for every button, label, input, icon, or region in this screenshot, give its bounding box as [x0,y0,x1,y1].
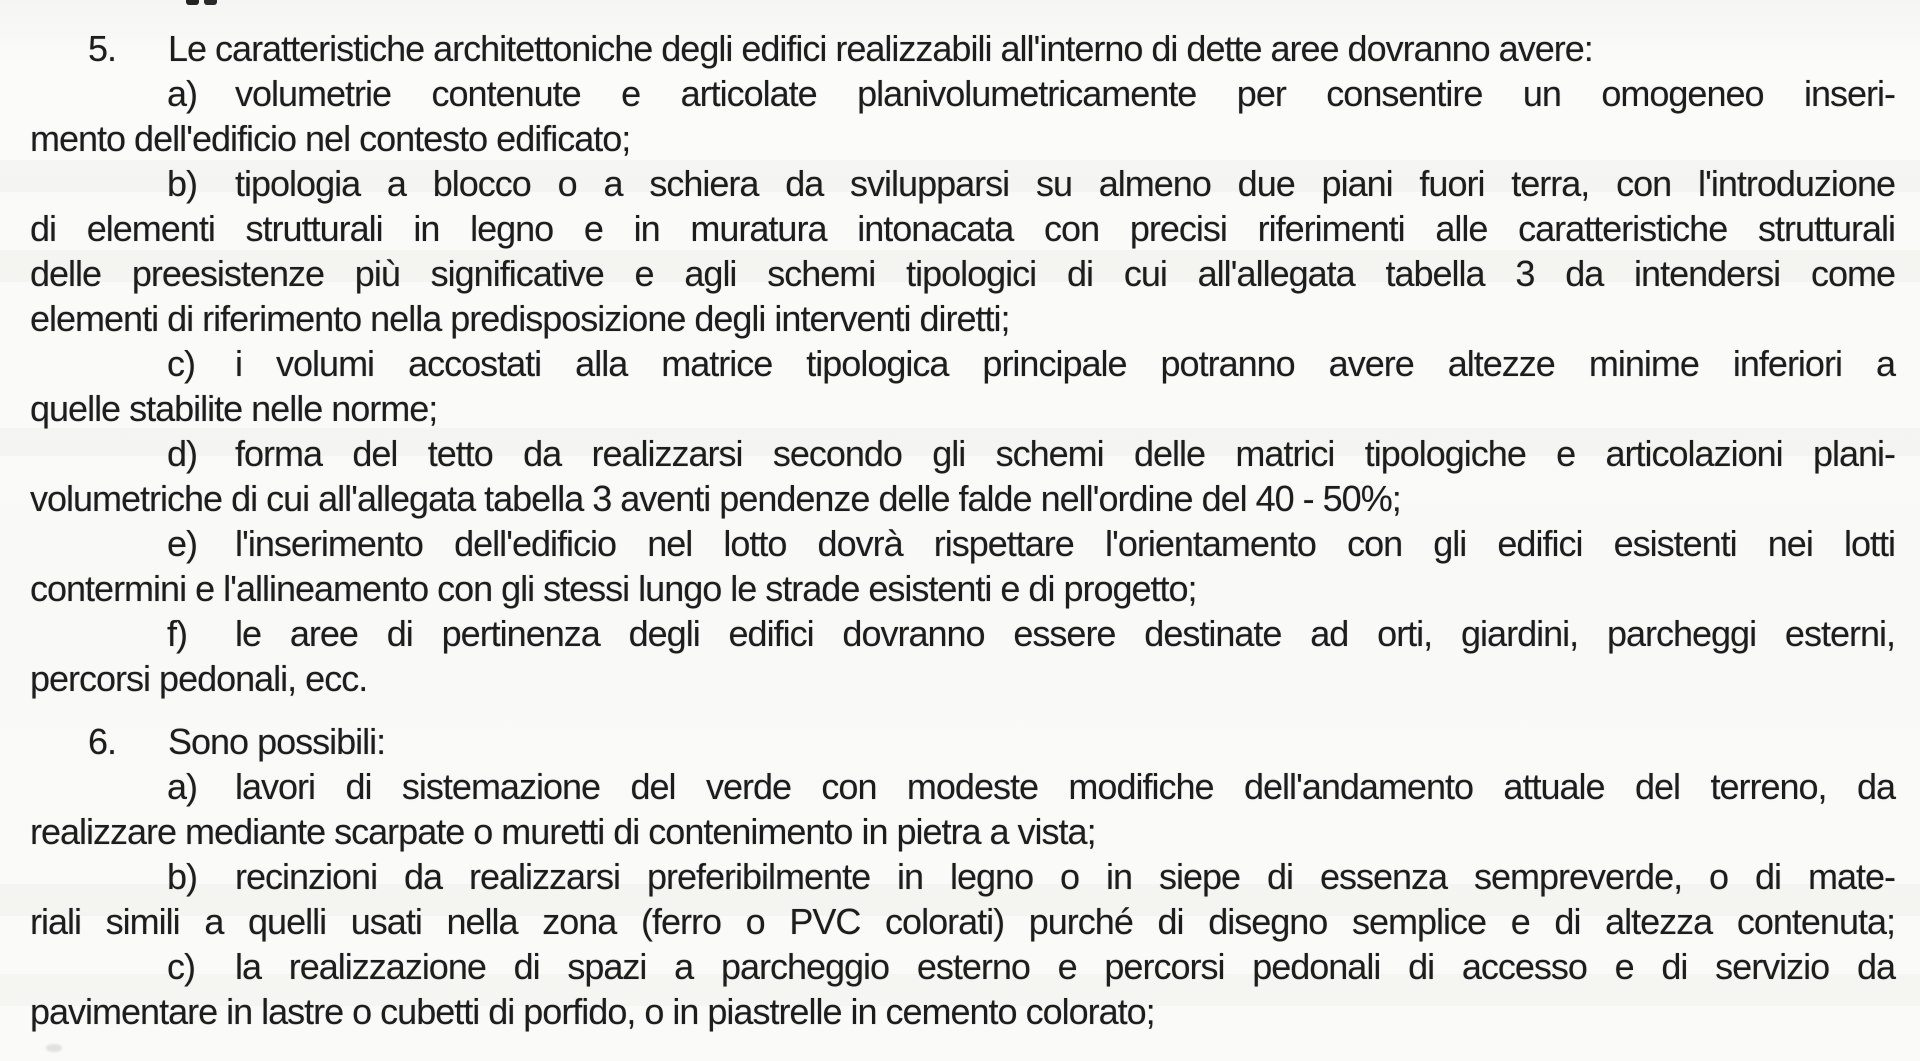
clause-6-intro-line [0,719,1920,764]
line-text: l'inserimento dell'edificio nel lotto dovrà rispettare l'orientamento con gli edifici esistenti nei lotti [235,523,1895,564]
line-text: contermini e l'allineamento con gli stessi lungo le strade esistenti e di progetto; [30,568,1197,609]
line-text: lavori di sistemazione del verde con modeste modifiche dell'andamento attuale del terreno, da [235,766,1895,807]
item-a-line [0,71,1920,116]
item-b-line [0,854,1920,899]
item-b-line [0,161,1920,206]
line-text: i volumi accostati alla matrice tipologica principale potranno avere altezze minime inferiori a [235,343,1895,384]
continuation-line [0,116,1920,161]
line-text: percorsi pedonali, ecc. [30,658,368,699]
continuation-line [0,296,1920,341]
clause-5-intro-line [0,26,1920,71]
line-text: volumetrie contenute e articolate planivolumetricamente per consentire un omogeneo inseri- [235,73,1895,114]
item-marker: f) [167,613,187,654]
line-text: recinzioni da realizzarsi preferibilmente in legno o in siepe di essenza sempreverde, o di mate- [235,856,1895,897]
line-text: pavimentare in lastre o cubetti di porfido, o in piastrelle in cemento colorato; [30,991,1155,1032]
line-text: Sono possibili: [168,721,386,762]
line-text: mento dell'edificio nel contesto edificato; [30,118,631,159]
line-text: delle preesistenze più significative e agli schemi tipologici di cui all'allegata tabella 3 da intendersi come [30,253,1895,294]
line-text: elementi di riferimento nella predisposizione degli interventi diretti; [30,298,1010,339]
item-e-line [0,521,1920,566]
item-f-line [0,611,1920,656]
line-text: la realizzazione di spazi a parcheggio esterno e percorsi pedonali di accesso e di servizio da [235,946,1895,987]
line-text: tipologia a blocco o a schiera da svilupparsi su almeno due piani fuori terra, con l'introduzione [235,163,1895,204]
continuation-line [0,476,1920,521]
continuation-line [0,899,1920,944]
continuation-line [0,989,1920,1034]
item-c-line [0,341,1920,386]
line-text: di elementi strutturali in legno e in muratura intonacata con precisi riferimenti alle caratteristiche strutturali [30,208,1895,249]
item-marker: c) [167,946,195,987]
line-text: realizzare mediante scarpate o muretti di contenimento in pietra a vista; [30,811,1096,852]
continuation-line [0,386,1920,431]
item-marker: a) [167,73,198,114]
item-marker: b) [167,856,198,897]
item-marker: d) [167,433,198,474]
item-marker: e) [167,523,198,564]
continuation-line [0,809,1920,854]
line-text: le aree di pertinenza degli edifici dovranno essere destinate ad orti, giardini, parcheggi esterni, [235,613,1895,654]
item-a-line [0,764,1920,809]
clause-number: 6. [88,721,117,762]
item-d-line [0,431,1920,476]
item-marker: b) [167,163,198,204]
continuation-line [0,566,1920,611]
continuation-line [0,206,1920,251]
continuation-line [0,656,1920,701]
scan-artifact [46,1044,62,1052]
item-marker: a) [167,766,198,807]
line-text: Le caratteristiche architettoniche degli edifici realizzabili all'interno di dette aree dovranno avere: [168,28,1593,69]
line-text: volumetriche di cui all'allegata tabella 3 aventi pendenze delle falde nell'ordine del 40 - 50%; [30,478,1401,519]
continuation-line [0,251,1920,296]
clause-number: 5. [88,28,117,69]
item-marker: c) [167,343,195,384]
item-c-line [0,944,1920,989]
line-text: riali simili a quelli usati nella zona (ferro o PVC colorati) purché di disegno semplice e di altezza contenuta; [30,901,1895,942]
line-text: forma del tetto da realizzarsi secondo gli schemi delle matrici tipologiche e articolazioni plani- [235,433,1895,474]
line-text: quelle stabilite nelle norme; [30,388,438,429]
